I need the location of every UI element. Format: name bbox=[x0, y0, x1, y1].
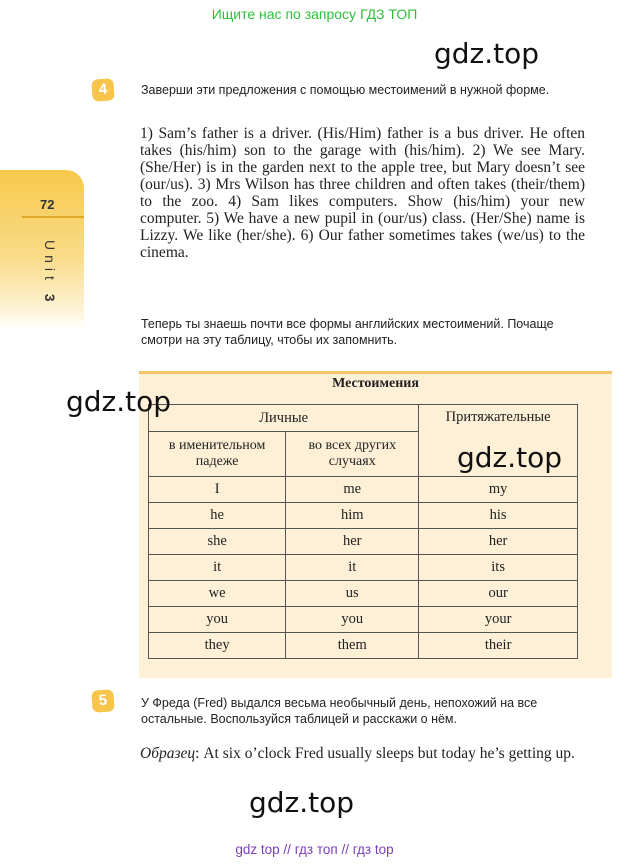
footer-link[interactable]: гдз top bbox=[352, 842, 394, 857]
header-personal: Личные bbox=[149, 405, 419, 432]
table-cell: us bbox=[286, 581, 419, 607]
pronouns-note: Теперь ты знаешь почти все формы английских местоимений. Почаще смотри на эту таблицу, чтобы их запомнить. bbox=[141, 317, 554, 347]
table-cell: it bbox=[149, 555, 286, 581]
watermark: gdz.top bbox=[434, 37, 540, 70]
table-cell: her bbox=[286, 529, 419, 555]
top-banner[interactable]: Ищите нас по запросу ГДЗ ТОП bbox=[211, 6, 418, 22]
table-cell: I bbox=[149, 477, 286, 503]
table-cell: you bbox=[286, 607, 419, 633]
table-row bbox=[149, 633, 578, 659]
footer-links bbox=[0, 842, 629, 857]
table-cell: it bbox=[286, 555, 419, 581]
table-row bbox=[149, 529, 578, 555]
page-number: 72 bbox=[40, 197, 55, 212]
table-cell: her bbox=[419, 529, 578, 555]
sample-label: Образец bbox=[140, 745, 196, 762]
table-cell: our bbox=[419, 581, 578, 607]
watermark: gdz.top bbox=[249, 786, 355, 819]
exercise-5-sample: Образец: At six o’clock Fred usually sleeps but today he’s getting up. bbox=[140, 745, 575, 762]
exercise-5-instruction: У Фреда (Fred) выдался весьма необычный день, непохожий на все остальные. Воспользуйся таблицей и расскажи о нём. bbox=[141, 696, 538, 726]
table-cell: my bbox=[419, 477, 578, 503]
table-row bbox=[149, 555, 578, 581]
table-row bbox=[149, 607, 578, 633]
unit-number: 3 bbox=[42, 293, 58, 307]
unit-label bbox=[42, 240, 58, 307]
watermark: gdz.top bbox=[66, 385, 172, 418]
table-cell: we bbox=[149, 581, 286, 607]
unit-word: Unit bbox=[42, 240, 58, 285]
table-row bbox=[149, 477, 578, 503]
table-cell: their bbox=[419, 633, 578, 659]
footer-link[interactable]: gdz top bbox=[235, 842, 280, 857]
table-cell: its bbox=[419, 555, 578, 581]
table-cell: she bbox=[149, 529, 286, 555]
subheader-nominative: в именительном падеже bbox=[149, 432, 286, 477]
table-row bbox=[149, 581, 578, 607]
exercise-4-text: 1) Sam’s father is a driver. (His/Him) father is a bus driver. He often takes (his/him) son to the garage with (his/him). 2) We see Mary. (She/Her) is in the garden next to the apple tree, but Mary doesn’t see (our/us). 3) Mrs Wilson has three children and often takes (their/them) to the zoo. 4) Sam likes computers. Show (his/him) your new computer. 5) We have a new pupil in (our/us) class. (Her/She) name is Lizzy. We like (her/she). 6) Our father sometimes takes (we/us) to the cinema. bbox=[140, 125, 585, 261]
exercise-4-badge: 4 bbox=[91, 78, 114, 101]
sample-text: At six o’clock Fred usually sleeps but today he’s getting up. bbox=[203, 745, 575, 762]
exercise-4-instruction: Заверши эти предложения с помощью местоимений в нужной форме. bbox=[141, 83, 550, 97]
footer-separator: // bbox=[283, 842, 291, 857]
footer-link[interactable]: гдз топ bbox=[294, 842, 338, 857]
header-possessive: Притяжательные bbox=[419, 405, 578, 477]
exercise-5-badge: 5 bbox=[91, 689, 114, 712]
table-cell: your bbox=[419, 607, 578, 633]
table-cell: he bbox=[149, 503, 286, 529]
table-cell: them bbox=[286, 633, 419, 659]
page-number-underline bbox=[22, 216, 84, 218]
subheader-other-cases: во всех других случаях bbox=[286, 432, 419, 477]
table-cell: they bbox=[149, 633, 286, 659]
pronoun-table-title: Местоимения bbox=[332, 376, 419, 391]
table-cell: him bbox=[286, 503, 419, 529]
table-row bbox=[149, 503, 578, 529]
watermark: gdz.top bbox=[457, 441, 563, 474]
table-cell: me bbox=[286, 477, 419, 503]
table-cell: his bbox=[419, 503, 578, 529]
table-cell: you bbox=[149, 607, 286, 633]
footer-separator: // bbox=[341, 842, 349, 857]
